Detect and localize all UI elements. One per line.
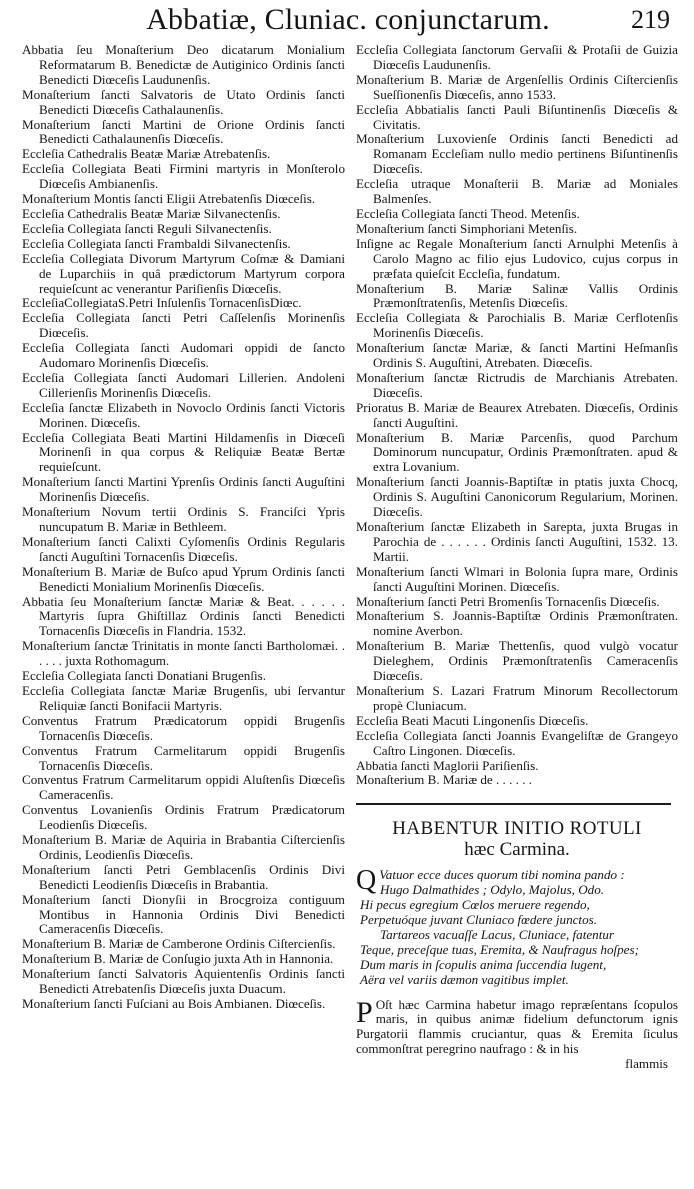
register-entry: Abbatia ſancti Maglorii Pariſienſis. [356, 757, 539, 773]
right-column [356, 43, 678, 1072]
poem-line: Dum maris in ſcopulis anima ſuccendia lugent, [360, 956, 607, 972]
register-entry: Conventus Fratrum Carmelitarum oppidi Aluſtenſis Diœceſis Cameracenſis. [22, 772, 345, 803]
register-entry: Inſigne ac Regale Monaſterium ſancti Arnulphi Metenſis à Carolo Magno ac filio ejus Ludovico, cujus corpus in præfata quieſcit Eccleſia, fundatum. [356, 235, 678, 281]
register-entry: Eccleſia Collegiata & Parochialis B. Mariæ Cerflotenſis Morinenſis Diœceſis. [356, 310, 678, 341]
register-entry: Eccleſia Collegiata Beati Martini Hildamenſis in Diœceſi Morinenſi in qua corpus & Reliquiæ Beatæ Bertæ requieſcunt. [22, 429, 345, 475]
register-entry: Eccleſia Beati Macuti Lingonenſis Diœceſis. [356, 712, 589, 728]
register-entry: Eccleſia Collegiata ſancti Audomari Lillerien. Andoleni Cillerienſis Morinenſis Diœceſis. [22, 369, 345, 400]
poem-line: Hi pecus egregium Cœlos meruere regendo, [360, 897, 590, 913]
register-entry: Monaſterium ſanctæ Trinitatis in monte ſancti Bartholomæi. . . . . . juxta Rothomagum. [22, 638, 345, 669]
register-entry: Monaſterium ſanctæ Rictrudis de Marchianis Atrebaten. Diœceſis. [356, 369, 678, 400]
register-entry: Monaſterium ſancti Wlmari in Bolonia ſupra mare, Ordinis ſancti Auguſtini Morinen. Diœceſis. [356, 563, 678, 594]
poem [356, 865, 678, 987]
register-entry: Monaſterium B. Mariæ Salinæ Vallis Ordinis Præmonſtratenſis, Metenſis Diœceſis. [356, 280, 678, 311]
register-entry: Eccleſia Collegiata ſanctæ Mariæ Brugenſis, ubi ſervantur Reliquiæ ſancti Bonifacii Martyris. [22, 682, 345, 713]
register-entry: Eccleſia Collegiata ſancti Petri Caſſelenſis Morinenſis Diœceſis. [22, 310, 345, 341]
closing-paragraph [356, 995, 678, 1058]
register-entry: Eccleſia Cathedralis Beatæ Mariæ Atrebatenſis. [22, 146, 271, 162]
register-entry: Conventus Fratrum Carmelitarum oppidi Brugenſis Tornacenſis Diœceſis. [22, 742, 345, 773]
register-entry: Monaſterium ſancti Petri Gemblacenſis Ordinis Divi Benedicti Leodienſis Diœceſis in Brabantia. [22, 861, 345, 892]
page-number: 219 [631, 5, 670, 34]
register-entry: Monaſterium ſancti Fuſciani au Bois Ambianen. Diœceſis. [22, 996, 326, 1011]
register-entry: Monaſterium B. Mariæ de . . . . . . [356, 772, 533, 788]
register-entry: Eccleſia Collegiata Beati Firmini martyris in Monſterolo Diœceſis Ambianenſis. [22, 161, 345, 192]
register-entry: Monaſterium ſancti Joannis-Baptiſtæ in ptatis juxta Chocq, Ordinis S. Auguſtini Canonicorum Regularium, Morinen. Diœceſis. [356, 474, 678, 520]
register-entry: Eccleſia Abbatialis ſancti Pauli Biſuntinenſis Diœceſis & Civitatis. [356, 101, 678, 132]
running-title: Abbatiæ, Cluniac. conjunctarum. [146, 3, 550, 36]
register-entry: Monaſterium ſancti Petri Bromenſis Tornacenſis Diœceſis. [356, 593, 660, 609]
closing-text: Oſt hæc Carmina habetur imago repræſentans ſcopulos maris, in quibus animæ fidelium defunctorum ignis Purgatorii flammis cruciantur, quas & Eremita ſiculus commonſtrat peregrino naufrago : & in his [356, 996, 678, 1057]
register-entry: Monaſterium ſancti Salvatoris de Utato Ordinis ſancti Benedicti Diœceſis Cathalaunenſis. [22, 86, 345, 117]
poem-line: Teque, preceſque tuas, Eremita, & Naufragus hoſpes; [360, 941, 639, 957]
page-header [0, 0, 694, 40]
register-entry: Monaſterium S. Lazari Fratrum Minorum Recollectorum propè Cluniacum. [356, 682, 678, 713]
register-entry: Monaſterium B. Mariæ de Aquiria in Brabantia Ciſtercienſis Ordinis, Leodienſis Diœceſis. [22, 832, 345, 862]
register-entry: Eccleſia Collegiata ſancti Reguli Silvanectenſis. [22, 220, 272, 236]
register-entry: Monaſterium ſancti Martini Yprenſis Ordinis ſancti Auguſtini Morinenſis Diœceſis. [22, 474, 345, 505]
left-column [22, 43, 345, 1012]
poem-line-text: Vatuor ecce duces quorum tibi nomina pando : [379, 867, 625, 883]
register-entry: Monaſterium ſancti Calixti Cyſomenſis Ordinis Regularis ſancti Auguſtini Tornacenſis Diœceſis. [22, 533, 345, 564]
register-entry: Monaſterium Luxovienſe Ordinis ſancti Benedicti ad Romanam Eccleſiam nullo medio pertinens Biſuntinenſis Diœceſis. [356, 131, 678, 177]
register-entry: Monaſterium B. Mariæ de Conſugio juxta Ath in Hannonia. [22, 951, 334, 967]
register-entry: Conventus Lovanienſis Ordinis Fratrum Prædicatorum Leodienſis Diœceſis. [22, 802, 345, 833]
register-entry: Monaſterium B. Mariæ de Argenſellis Ordinis Ciſtercienſis Sueſſionenſis Diœceſis, anno 1533. [356, 71, 678, 102]
register-entry: Monaſterium B. Mariæ Parcenſis, quod Parchum Dominorum nuncupatur, Ordinis Præmonſtraten. apud & extra Lovanium. [356, 429, 678, 475]
poem-dropcap: Q [356, 865, 377, 897]
catchword: flammis [625, 1056, 668, 1072]
register-entry: Monaſterium ſanctæ Mariæ, & ſancti Martini Heſmanſis Ordinis S. Auguſtini, Atrebaten. Diœceſis. [356, 340, 678, 371]
poem-line: Tartareos vacuaſſe Lacus, Cluniace, fatentur [380, 926, 614, 942]
register-entry: Eccleſia utraque Monaſterii B. Mariæ ad Moniales Balmenſes. [356, 176, 678, 207]
register-entry: EccleſiaCollegiataS.Petri Inſulenſis TornacenſisDiœc. [22, 295, 302, 311]
register-entry: Monaſterium B. Mariæ de Camberone Ordinis Ciſtercienſis. [22, 936, 336, 952]
register-entry: Eccleſia Collegiata ſancti Theod. Metenſis. [356, 205, 580, 221]
closing-dropcap: P [356, 995, 373, 1029]
register-entry: Eccleſia Collegiata ſancti Audomari oppidi de ſancto Audomaro Morinenſis Diœceſis. [22, 340, 345, 371]
register-entry: Monaſterium B. Mariæ de Buſco apud Yprum Ordinis ſancti Benedicti Monialium Morinenſis Diœceſis. [22, 563, 345, 594]
register-entry: Monaſterium Montis ſancti Eligii Atrebatenſis Diœceſis. [22, 191, 316, 207]
register-entry: Eccleſia ſanctæ Elizabeth in Novoclo Ordinis ſancti Victoris Morinen. Diœceſis. [22, 399, 345, 430]
section-subtitle: hæc Carmina. [464, 839, 570, 861]
poem-line: Aëra vel variis dæmon vagitibus implet. [360, 971, 569, 987]
right-column-entries [356, 43, 678, 788]
register-entry: Eccleſia Cathedralis Beatæ Mariæ Silvanectenſis. [22, 205, 281, 221]
section-title: HABENTUR INITIO ROTULI [392, 818, 642, 840]
poem-line: Hugo Dalmathides ; Odylo, Majolus, Odo. [380, 882, 605, 898]
register-entry: Eccleſia Collegiata ſanctorum Gervaſii & Protaſii de Guizia Diœceſis Laudunenſis. [356, 42, 678, 72]
register-entry: Monaſterium ſancti Salvatoris Aquientenſis Ordinis ſancti Benedicti Atrebatenſis Diœceſis juxta Duacum. [22, 966, 345, 997]
register-entry: Monaſterium S. Joannis-Baptiſtæ Ordinis Præmonſtraten. nomine Averbon. [356, 608, 678, 639]
register-entry: Monaſterium ſancti Simphoriani Metenſis. [356, 220, 578, 236]
register-entry: Conventus Fratrum Prædicatorum oppidi Brugenſis Tornacenſis Diœceſis. [22, 712, 345, 743]
register-entry: Monaſterium ſanctæ Elizabeth in Sarepta, juxta Brugas in Parochia de . . . . . . Ordinis ſancti Auguſtini, 1532. 13. Martii. [356, 519, 678, 564]
register-entry: Eccleſia Collegiata ſancti Joannis Evangeliſtæ de Grangeyo Caſtro Lingonen. Diœceſis. [356, 727, 678, 758]
section-divider [356, 803, 671, 805]
register-entry: Monaſterium ſancti Martini de Orione Ordinis ſancti Benedicti Cathalaunenſis Diœceſis. [22, 116, 345, 147]
register-entry: Monaſterium B. Mariæ Thettenſis, quod vulgò vocatur Dieleghem, Ordinis Præmonſtratenſis Cameracenſis Diœceſis. [356, 638, 678, 684]
register-entry: Abbatia ſeu Monaſterium Deo dicatarum Monialium Reformatarum B. Benedictæ de Autiginico Ordinis ſancti Benedicti Diœceſis Laudunenſis. [22, 42, 345, 87]
register-entry: Eccleſia Collegiata ſancti Donatiani Brugenſis. [22, 668, 266, 684]
register-entry: Monaſterium Novum tertii Ordinis S. Franciſci Ypris nuncupatum B. Mariæ in Bethleem. [22, 504, 345, 534]
poem-line: Perpetuóque juvant Cluniaco fœdere junctos. [360, 912, 597, 928]
register-entry: Prioratus B. Mariæ de Beaurex Atrebaten. Diœceſis, Ordinis ſancti Auguſtini. [356, 399, 678, 430]
register-entry: Eccleſia Collegiata Divorum Martyrum Coſmæ & Damiani de Luparchiis in quâ prædictorum Martyrum corpora requieſcunt ac venerantur Pariſienſis Diœceſis. [22, 250, 345, 296]
register-entry: Monaſterium ſancti Dionyſii in Brocgroiza contiguum Montibus in Hannonia Ordinis Divi Benedicti Cameracenſis Diœceſis. [22, 891, 345, 937]
register-entry: Abbatia ſeu Monaſterium ſanctæ Mariæ & Beat. . . . . . Martyris ſupra Ghiſtillaz Ordinis ſancti Benedicti Tornacenſis Diœceſis in Flandria. 1532. [22, 593, 345, 639]
register-entry: Eccleſia Collegiata ſancti Frambaldi Silvanectenſis. [22, 235, 291, 251]
